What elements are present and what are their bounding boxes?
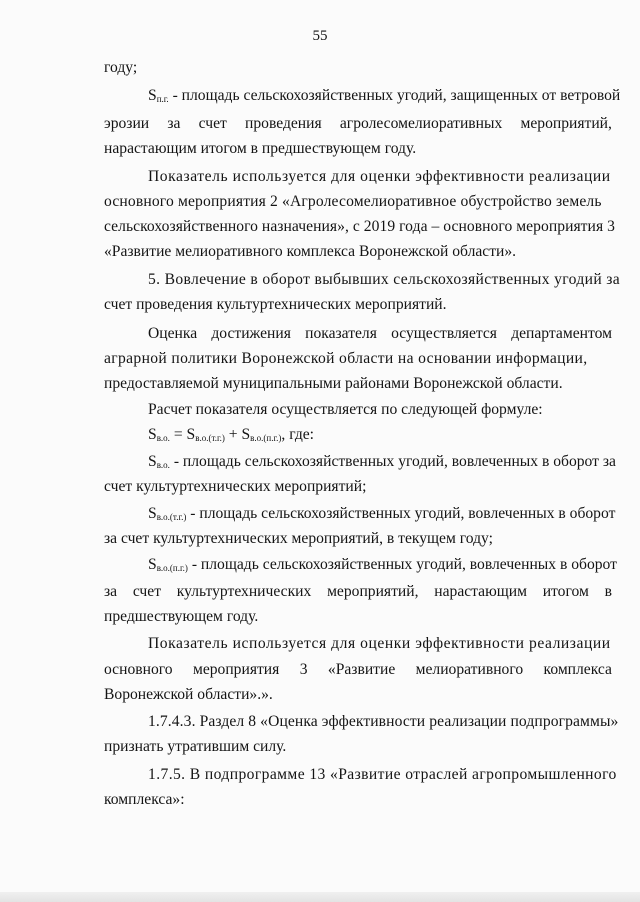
text-line (104, 660, 612, 680)
text-line: сельскохозяйственного назначения», с 2019 года – основного мероприятия 3 (104, 218, 615, 235)
text: - площадь сельскохозяйственных угодий, вовлеченных в оборот за (169, 453, 616, 470)
word: департаментом (511, 325, 612, 342)
subscript: в.о.(т.г.) (195, 433, 225, 443)
text-line: Показатель используется для оценки эффективности реализации (148, 168, 611, 185)
text-line (148, 86, 620, 109)
text-line: предшествующем году. (104, 608, 259, 625)
subscript: п.г. (156, 94, 169, 104)
text: - площадь сельскохозяйственных угодий, вовлеченных в оборот (186, 505, 616, 522)
text-line: Воронежской области».». (104, 686, 273, 703)
word: счет (198, 115, 227, 132)
word: культуртехнических (176, 583, 312, 600)
word: в (604, 583, 612, 600)
word: проведения (245, 115, 322, 132)
word: осуществляется (391, 325, 497, 342)
word: Оценка (148, 325, 198, 342)
subscript: в.о.(п.г.) (250, 433, 282, 443)
symbol: = S (169, 426, 196, 443)
word: за (167, 115, 181, 132)
page-number: 55 (312, 28, 328, 44)
word: агролесомелиоративных (339, 115, 503, 132)
text-line: счет проведения культуртехнических мероприятий. (104, 296, 447, 313)
symbol: S (148, 453, 157, 470)
word: итогом (542, 583, 589, 600)
subscript: в.о. (156, 433, 170, 443)
text: , где: (281, 426, 315, 443)
text: - площадь сельскохозяйственных угодий, защищенных от ветровой (168, 87, 621, 104)
text-line: 5. Вовлечение в оборот выбывших сельскохозяйственных угодий за (148, 271, 621, 288)
word: мероприятия (192, 661, 280, 678)
text-line: за счет культуртехнических мероприятий, в текущем году; (104, 530, 493, 547)
subscript: в.о.(т.г.) (156, 512, 187, 522)
text: - площадь сельскохозяйственных угодий, вовлеченных в оборот (187, 556, 617, 573)
word: мероприятий, (327, 583, 419, 600)
text-line: признать утратившим силу. (104, 738, 287, 755)
word: достижения (211, 325, 291, 342)
symbol: S (148, 556, 157, 573)
text-line (104, 582, 612, 602)
text-line (104, 114, 612, 134)
text-line: 1.7.5. В подпрограмме 13 «Развитие отраслей агропромышленного (148, 766, 617, 783)
word: «Развитие (327, 661, 396, 678)
word: эрозии (104, 115, 150, 132)
text-line: Расчет показателя осуществляется по следующей формуле: (148, 401, 543, 418)
symbol: S (148, 505, 157, 522)
text-line: «Развитие мелиоративного комплекса Воронежской области». (104, 243, 517, 260)
text-line: комплекса»: (104, 791, 185, 808)
text-line (148, 504, 615, 527)
text-line: счет культуртехнических мероприятий; (104, 478, 367, 495)
symbol: + S (224, 426, 251, 443)
word: 3 (299, 661, 308, 678)
word: нарастающим (434, 583, 527, 600)
word: показателя (305, 325, 377, 342)
text-line: Показатель используется для оценки эффективности реализации (148, 635, 611, 652)
word: комплекса (543, 661, 612, 678)
subscript: в.о. (156, 460, 170, 470)
word: мероприятий, (520, 115, 612, 132)
formula (148, 425, 314, 448)
word: счет (132, 583, 162, 600)
text-line (148, 555, 617, 578)
text-line: основного мероприятия 2 «Агролесомелиоративное обустройство земель (104, 193, 602, 210)
word: мелиоративного (415, 661, 524, 678)
text-line (148, 452, 616, 475)
symbol: S (148, 87, 157, 104)
text-line: предоставляемой муниципальными районами Воронежской области. (104, 375, 563, 392)
subscript: в.о.(п.г.) (156, 563, 188, 573)
text-line (148, 324, 612, 344)
text-line: аграрной политики Воронежской области на основании информации, (104, 350, 588, 367)
word: за (104, 583, 118, 600)
symbol: S (148, 426, 157, 443)
text-line: нарастающим итогом в предшествующем году. (104, 140, 417, 157)
page-bottom-edge (0, 892, 640, 902)
text-line: году; (104, 59, 138, 76)
text-line: 1.7.4.3. Раздел 8 «Оценка эффективности реализации подпрограммы» (148, 713, 619, 730)
word: основного (104, 661, 173, 678)
